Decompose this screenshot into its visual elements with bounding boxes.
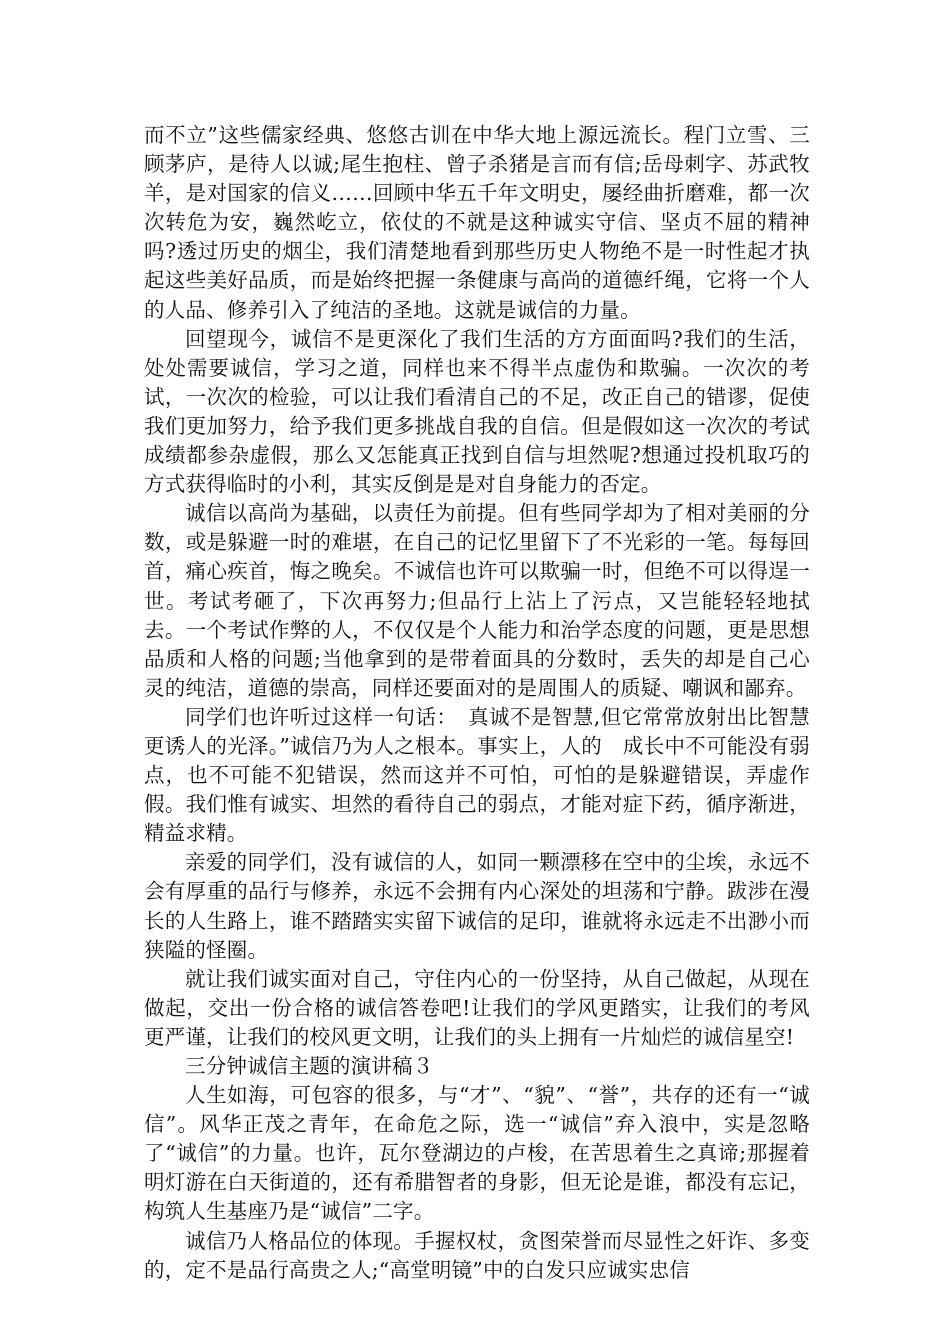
paragraph-6: 就让我们诚实面对自己，守住内心的一份坚持，从自己做起，从现在做起，交出一份合格的诚信答卷吧!让我们的学风更踏实，让我们的考风更严谨，让我们的校风更文明，让我们的头上拥有一片灿烂的诚信星空! [144, 966, 810, 1049]
paragraph-7: 人生如海，可包容的很多，与“才”、“貌”、“誉”，共存的还有一“诚信”。风华正茂之青年，在命危之际，选一“诚信”弃入浪中，实是忽略了“诚信”的力量。也许，瓦尔登湖边的卢梭，在苦思着生之真谛;那握着明灯游在白天街道的，还有希腊智者的身影，但无论是谁，都没有忘记，构筑人生基座乃是“诚信”二字。 [144, 1083, 810, 1224]
paragraph-2: 回望现今，诚信不是更深化了我们生活的方方面面吗?我们的生活，处处需要诚信，学习之道，同样也来不得半点虚伪和欺骗。一次次的考试，一次次的检验，可以让我们看清自己的不足，改正自己的错谬，促使我们更加努力，给予我们更多挑战自我的自信。但是假如这一次次的考试成绩都参杂虚假，那么又怎能真正找到自信与坦然呢?想通过投机取巧的方式获得临时的小利，其实反倒是是对自身能力的否定。 [144, 326, 810, 497]
section-title: 三分钟诚信主题的演讲稿３ [185, 1054, 434, 1078]
paragraph-3: 诚信以高尚为基础，以责任为前提。但有些同学却为了相对美丽的分数，或是躲避一时的难堪，在自己的记忆里留下了不光彩的一笔。每每回首，痛心疾首，悔之晚矣。不诚信也许可以欺骗一时，但绝不可以得逞一世。考试考砸了，下次再努力;但品行上沾上了污点，又岂能轻轻地拭去。一个考试作弊的人，不仅仅是个人能力和治学态度的问题，更是思想品质和人格的问题;当他拿到的是带着面具的分数时，丢失的却是自己心灵的纯洁，道德的崇高，同样还要面对的是周围人的质疑、嘲讽和鄙弃。 [144, 501, 810, 700]
paragraph-4: 同学们也许听过这样一句话： 真诚不是智慧,但它常常放射出比智慧更诱人的光泽。”诚信乃为人之根本。事实上，人的 成长中不可能没有弱点，也不可能不犯错误，然而这并不可怕，可怕的是躲避错误，弄虚作假。我们惟有诚实、坦然的看待自己的弱点，才能对症下药，循序渐进，精益求精。 [144, 704, 810, 846]
document-body [144, 121, 810, 1285]
paragraph-8: 诚信乃人格品位的体现。手握权杖，贪图荣誉而尽显性之奸诈、多变的，定不是品行高贵之人;“高堂明镜”中的白发只应诚实忠信 [144, 1228, 810, 1282]
paragraph-5: 亲爱的同学们，没有诚信的人，如同一颗漂移在空中的尘埃，永远不会有厚重的品行与修养，永远不会拥有内心深处的坦荡和宁静。跋涉在漫长的人生路上，谁不踏踏实实留下诚信的足印，谁就将永远走不出渺小而狭隘的怪圈。 [144, 850, 810, 962]
paragraph-1: 而不立”这些儒家经典、悠悠古训在中华大地上源远流长。程门立雪、三顾茅庐，是待人以诚;尾生抱柱、曾子杀猪是言而有信;岳母刺字、苏武牧羊，是对国家的信义……回顾中华五千年文明史，屡经曲折磨难，都一次次转危为安，巍然屹立，依仗的不就是这种诚实守信、坚贞不屈的精神吗?透过历史的烟尘，我们清楚地看到那些历史人物绝不是一时性起才执起这些美好品质，而是始终把握一条健康与高尚的道德纤绳，它将一个人的人品、修养引入了纯洁的圣地。这就是诚信的力量。 [144, 123, 810, 322]
